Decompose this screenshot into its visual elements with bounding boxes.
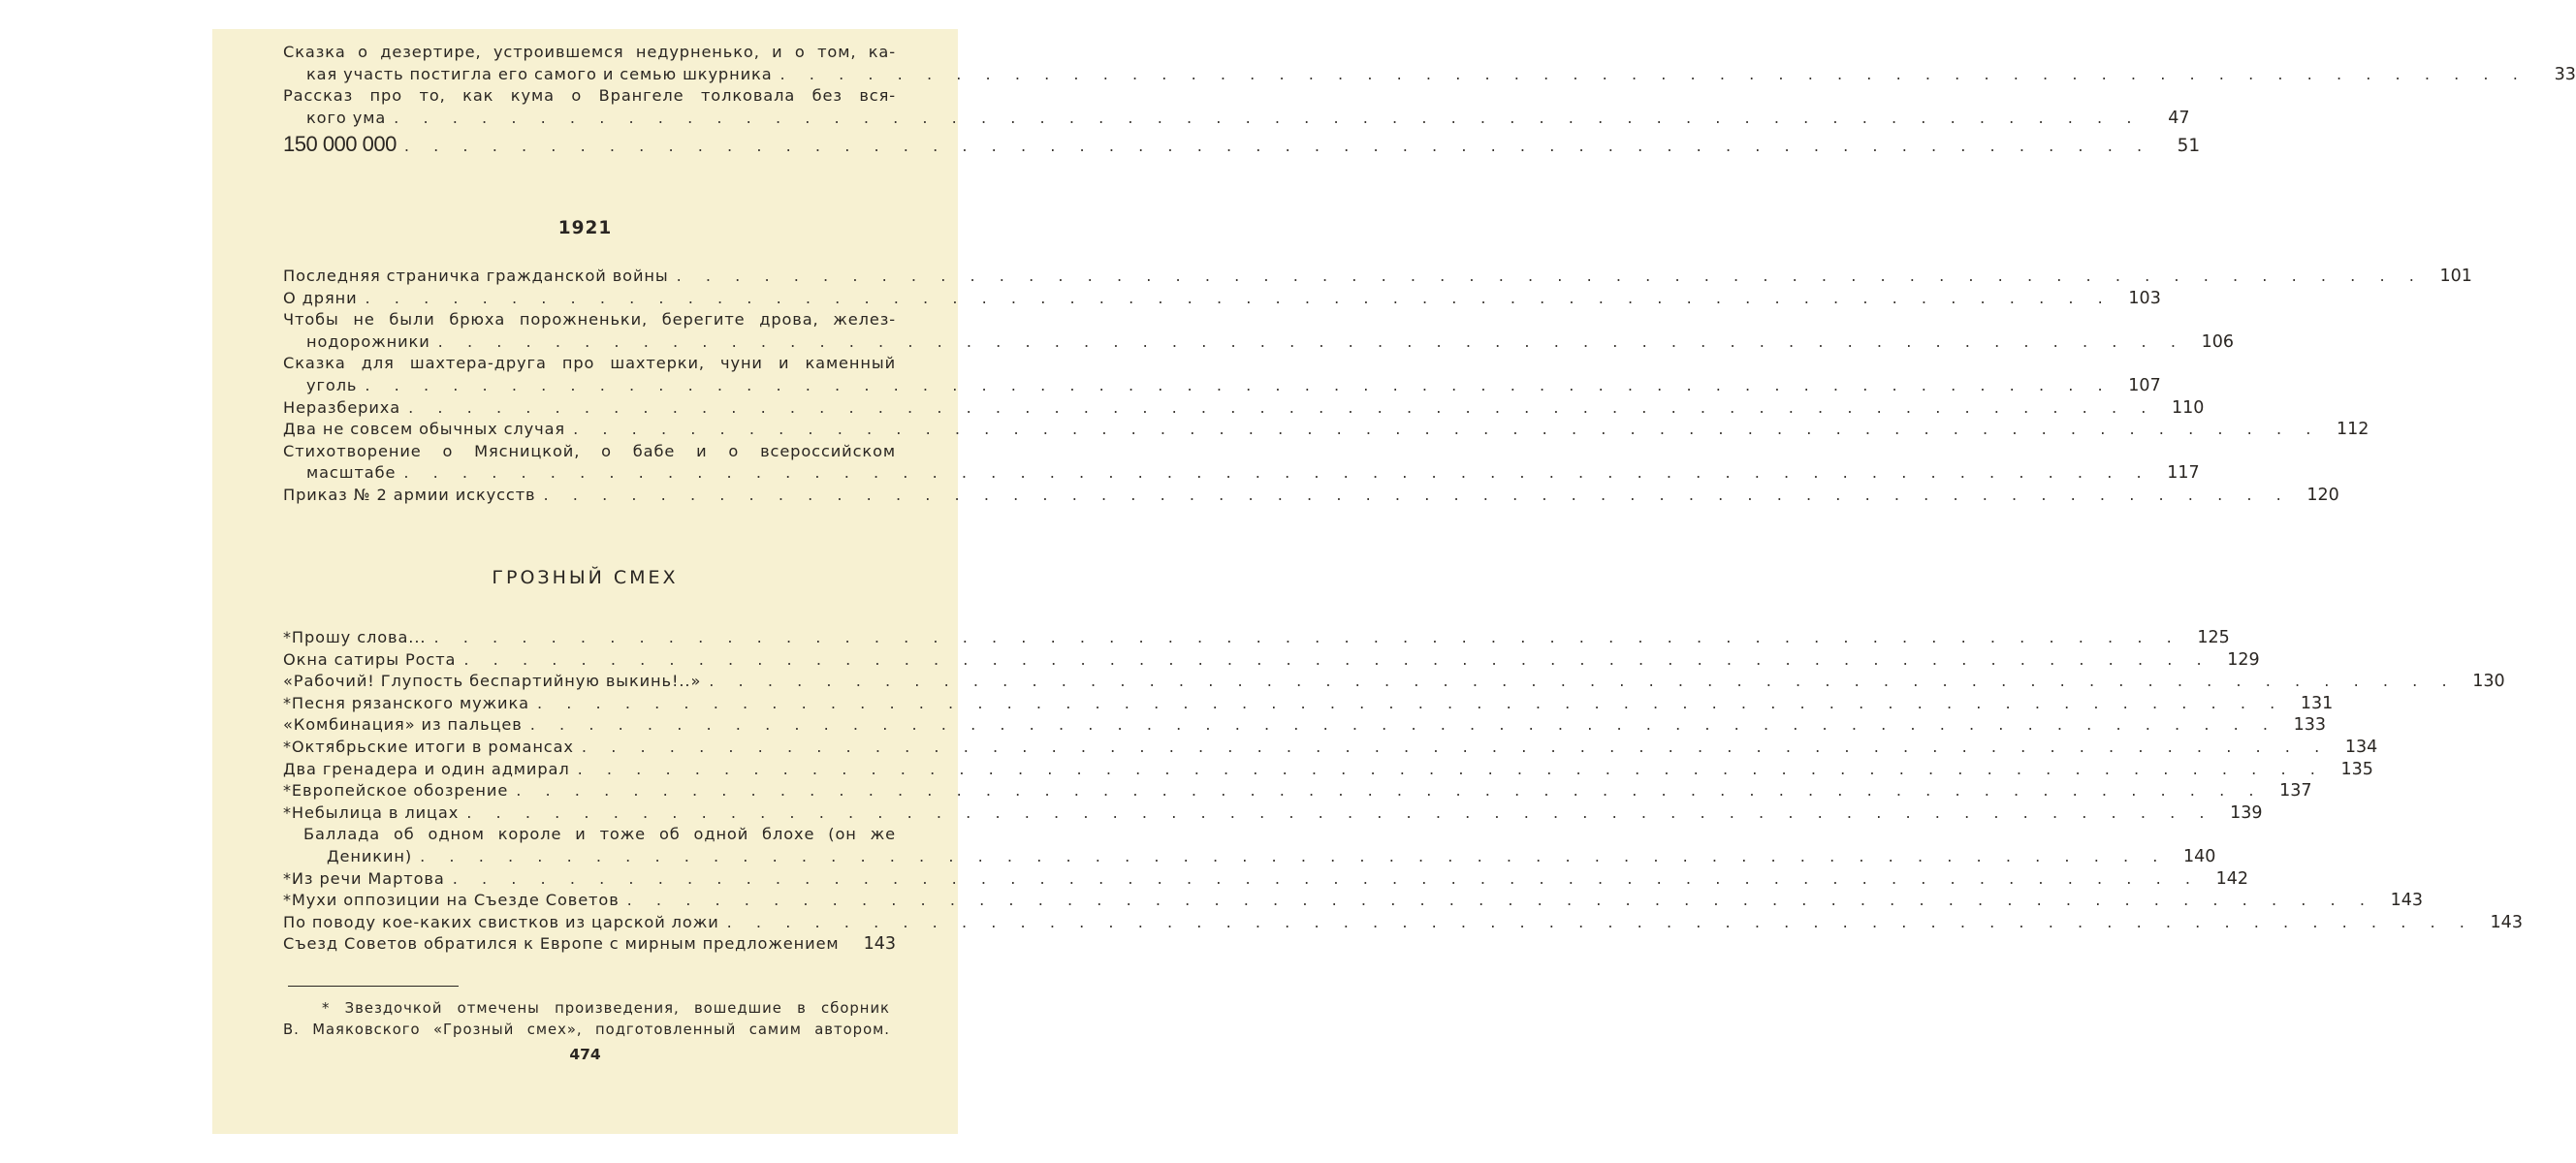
toc-line [283,714,2327,737]
toc-line [283,693,2334,715]
entry-title: Съезд Советов обратился к Европе с мирным предложением [283,934,840,954]
dot-leader: . . . . . . . . . . . . . . . . . . . . . . . . . . . . . . . . . . . . . . . . . . . . . . . . . . . . . . . . . . . . [403,137,2152,156]
entry-title: Европейское обозрение [291,781,509,801]
entry-page-number: 134 [2344,737,2378,757]
entry-page-number: 129 [2227,649,2260,670]
entry-title: Баллада об одном короле и тоже об одной блохе (он же [303,825,896,844]
dot-leader: . . . . . . . . . . . . . . . . . . . . . . . . . . . . . . . . . . . . . . . . . . . . . . . . . . . . . . . . . . . . [420,846,2168,865]
dot-leader: . . . . . . . . . . . . . . . . . . . . . . . . . . . . . . . . . . . . . . . . . . . . . . . . . . . . . . . . . . . . [516,781,2264,801]
toc-line [283,671,2505,693]
dot-leader: . . . . . . . . . . . . . . . . . . . . . . . . . . . . . . . . . . . . . . . . . . . . . . . . . . . . . . . . . . . . [676,267,2424,285]
section-heading-1921: 1921 [557,218,613,238]
entry-page-number: 130 [2472,672,2505,692]
asterisk-marker: * [283,891,292,910]
toc-entry [283,266,2472,288]
entry-title: Октябрьские итоги в романсах [291,737,574,756]
toc-line [283,129,2201,160]
footnote-line: * Звездочкой отмечены произведения, вошедшие в сборник [322,1000,890,1017]
toc-line [283,85,896,108]
entry-title: масштабе [306,463,397,483]
asterisk-marker: * [283,693,292,712]
toc-line [283,42,896,64]
entry-title: Чтобы не были брюха порожненьки, берегите дрова, желез- [283,310,896,330]
toc-line [283,737,2378,759]
entry-page-number: 133 [2293,715,2327,736]
entry-title: Деникин) [327,846,413,865]
entry-title: уголь [306,375,358,394]
dot-leader: . . . . . . . . . . . . . . . . . . . . . . . . . . . . . . . . . . . . . . . . . . . . . . . . . . . . . . . . . . . . [394,108,2142,127]
dot-leader: . . . . . . . . . . . . . . . . . . . . . . . . . . . . . . . . . . . . . . . . . . . . . . . . . . . . . . . . . . . . [536,693,2285,712]
dot-leader: . . . . . . . . . . . . . . . . . . . . . . . . . . . . . . . . . . . . . . . . . . . . . . . . . . . . . . . . . . . . [626,891,2374,910]
dot-leader: . . . . . . . . . . . . . . . . . . . . . . . . . . . . . . . . . . . . . . . . . . . . . . . . . . . . . . . . . . . . [709,672,2457,691]
toc-entry [283,802,2263,825]
entry-page-number: 139 [2230,802,2263,823]
toc-section-1921 [283,266,2472,507]
toc-entry [283,419,2369,441]
entry-title: Сказка о дезертире, устроившемся недурненько, и о том, ка- [283,43,896,61]
toc-line [283,353,896,375]
dot-leader: . . . . . . . . . . . . . . . . . . . . . . . . . . . . . . . . . . . . . . . . . . . . . . . . . . . . . . . . . . . . [452,868,2201,888]
entry-title: Рассказ про то, как кума о Врангеле толковала без вся- [283,86,896,106]
entry-title: Небылица в лицах [291,802,460,822]
toc-line [283,266,2472,288]
toc-entry [283,42,2576,85]
toc-entry [283,649,2260,672]
toc-line [283,485,2339,507]
toc-entry [283,397,2205,420]
section-heading-grozny-smeh: ГРОЗНЫЙ СМЕХ [492,567,679,588]
toc-entry [283,671,2505,693]
toc-line [283,441,896,463]
entry-title: Мухи оппозиции на Съезде Советов [291,891,620,910]
entry-page-number: 106 [2201,331,2234,352]
toc-entry [283,714,2327,737]
entry-title: Два гренадера и один адмирал [283,759,570,778]
dot-leader: . . . . . . . . . . . . . . . . . . . . . . . . . . . . . . . . . . . . . . . . . . . . . . . . . . . . . . . . . . . . [463,649,2211,669]
entry-title: О дряни [283,288,358,307]
toc-entry [283,933,896,956]
dot-leader: . . . . . . . . . . . . . . . . . . . . . . . . . . . . . . . . . . . . . . . . . . . . . . . . . . . . . . . . . . . . [573,420,2321,439]
entry-page-number: 110 [2172,397,2205,418]
dot-leader: . . . . . . . . . . . . . . . . . . . . . . . . . . . . . . . . . . . . . . . . . . . . . . . . . . . . . . . . . . . . [529,715,2278,735]
toc-line [283,331,2234,354]
footnote [283,998,890,1041]
toc-line [283,627,2230,649]
dot-leader: . . . . . . . . . . . . . . . . . . . . . . . . . . . . . . . . . . . . . . . . . . . . . . . . . . . . . . . . . . . . [408,397,2156,417]
entry-page-number: 137 [2279,781,2312,802]
entry-page-number: 135 [2340,759,2373,779]
entry-page-number: 120 [2306,485,2339,505]
entry-page-number: 143 [2490,912,2523,932]
toc-line [283,780,2312,802]
entry-title: Из речи Мартова [291,868,445,888]
dot-leader: . . . . . . . . . . . . . . . . . . . . . . . . . . . . . . . . . . . . . . . . . . . . . . . . . . . . . . . . . . . . [365,375,2113,394]
toc-line [283,759,2373,781]
entry-page-number: 143 [2390,891,2423,911]
entry-page-number: 51 [2177,136,2201,157]
toc-entry [283,288,2161,310]
dot-leader: . . . . . . . . . . . . . . . . . . . . . . . . . . . . . . . . . . . . . . . . . . . . . . . . . . . . . . . . . . . . [403,463,2151,483]
asterisk-marker: * [283,737,292,756]
dot-leader: . . . . . . . . . . . . . . . . . . . . . . . . . . . . . . . . . . . . . . . . . . . . . . . . . . . . . . . . . . . . [543,485,2291,504]
entry-title: Последняя страничка гражданской войны [283,267,669,285]
dot-leader: . . . . . . . . . . . . . . . . . . . . . . . . . . . . . . . . . . . . . . . . . . . . . . . . . . . . . . . . . . . . [466,802,2214,822]
toc-entry [283,441,2200,485]
entry-title: Неразбериха [283,397,401,417]
toc-line [283,890,2423,912]
toc-entry [283,780,2312,802]
toc-section-top [283,42,2576,160]
toc-line [303,824,896,846]
dot-leader: . . . . . . . . . . . . . . . . . . . . . . . . . . . . . . . . . . . . . . . . . . . . . . . . . . . . . . . . . . . . [779,64,2528,83]
toc-entry [283,824,2216,867]
dot-leader: . . . . . . . . . . . . . . . . . . . . . . . . . . . . . . . . . . . . . . . . . . . . . . . . . . . . . . . . . . . . [437,331,2185,351]
toc-entry [283,759,2373,781]
entry-page-number: 101 [2439,267,2472,286]
entry-title: кого ума [306,108,387,127]
toc-line [283,375,2161,397]
toc-entry [283,890,2423,912]
entry-page-number: 117 [2167,463,2200,484]
toc-line [283,462,2200,485]
toc-entry [283,485,2339,507]
entry-title: кая участь постигла его самого и семью шкурника [306,64,773,83]
dot-leader: . . . . . . . . . . . . . . . . . . . . . . . . . . . . . . . . . . . . . . . . . . . . . . . . . . . . . . . . . . . . [726,912,2474,931]
toc-entry [283,309,2234,353]
toc-entry [283,85,2190,129]
toc-entry [283,737,2378,759]
entry-title: нодорожники [306,331,430,351]
toc-line [283,397,2205,420]
entry-page-number: 112 [2337,420,2369,440]
toc-line [283,419,2369,441]
toc-entry [283,693,2334,715]
entry-title: «Рабочий! Глупость беспартийную выкинь!..» [283,672,702,691]
entry-page-number: 131 [2300,693,2334,713]
toc-line [283,933,896,956]
entry-title: Стихотворение о Мясницкой, о бабе и о всероссийском [283,441,896,460]
footnote-line: В. Маяковского «Грозный смех», подготовленный самим автором. [283,1022,890,1038]
entry-title: Песня рязанского мужика [291,693,529,712]
asterisk-marker: * [283,868,292,888]
asterisk-marker: * [283,628,292,646]
dot-leader: . . . . . . . . . . . . . . . . . . . . . . . . . . . . . . . . . . . . . . . . . . . . . . . . . . . . . . . . . . . . [581,737,2330,756]
toc-entry [283,627,2230,649]
entry-title: По поводу кое-каких свистков из царской ложи [283,912,719,931]
entry-title: Окна сатиры Роста [283,649,457,669]
toc-entry [283,868,2249,891]
toc-entry [283,129,2201,160]
dot-leader: . . . . . . . . . . . . . . . . . . . . . . . . . . . . . . . . . . . . . . . . . . . . . . . . . . . . . . . . . . . . [433,628,2181,646]
toc-line [283,309,896,331]
entry-title: Два не совсем обычных случая [283,420,566,439]
toc-line [283,288,2161,310]
entry-page-number: 107 [2128,375,2161,395]
toc-entry [283,912,2523,934]
entry-page-number: 47 [2168,108,2190,128]
entry-page-number: 125 [2197,628,2230,647]
entry-title: Сказка для шахтера-друга про шахтерки, чуни и каменный [283,354,896,373]
entry-page-number: 103 [2128,288,2161,308]
toc-entry [283,353,2161,396]
toc-section-grozny-smeh [283,627,2523,956]
entry-page-number: 33 [2554,64,2576,84]
asterisk-marker: * [283,781,292,801]
entry-title: Прошу слова... [291,628,427,646]
toc-line [283,649,2260,672]
toc-line [303,846,2216,868]
entry-title: 150 000 000 [283,132,397,157]
asterisk-marker: * [283,802,292,822]
toc-line [283,108,2190,130]
entry-page-number: 140 [2183,846,2216,866]
toc-line [283,64,2576,86]
entry-title: Приказ № 2 армии искусств [283,485,536,504]
entry-page-number: 142 [2215,868,2249,889]
toc-line [283,802,2263,825]
toc-line [283,912,2523,934]
page-number: 474 [569,1046,601,1063]
dot-leader: . . . . . . . . . . . . . . . . . . . . . . . . . . . . . . . . . . . . . . . . . . . . . . . . . . . . . . . . . . . . [365,288,2113,307]
entry-page-number: 143 [863,934,896,955]
entry-title: «Комбинация» из пальцев [283,715,523,735]
toc-line [283,868,2249,891]
dot-leader: . . . . . . . . . . . . . . . . . . . . . . . . . . . . . . . . . . . . . . . . . . . . . . . . . . . . . . . . . . . . [577,759,2325,778]
footnote-rule [288,986,459,987]
